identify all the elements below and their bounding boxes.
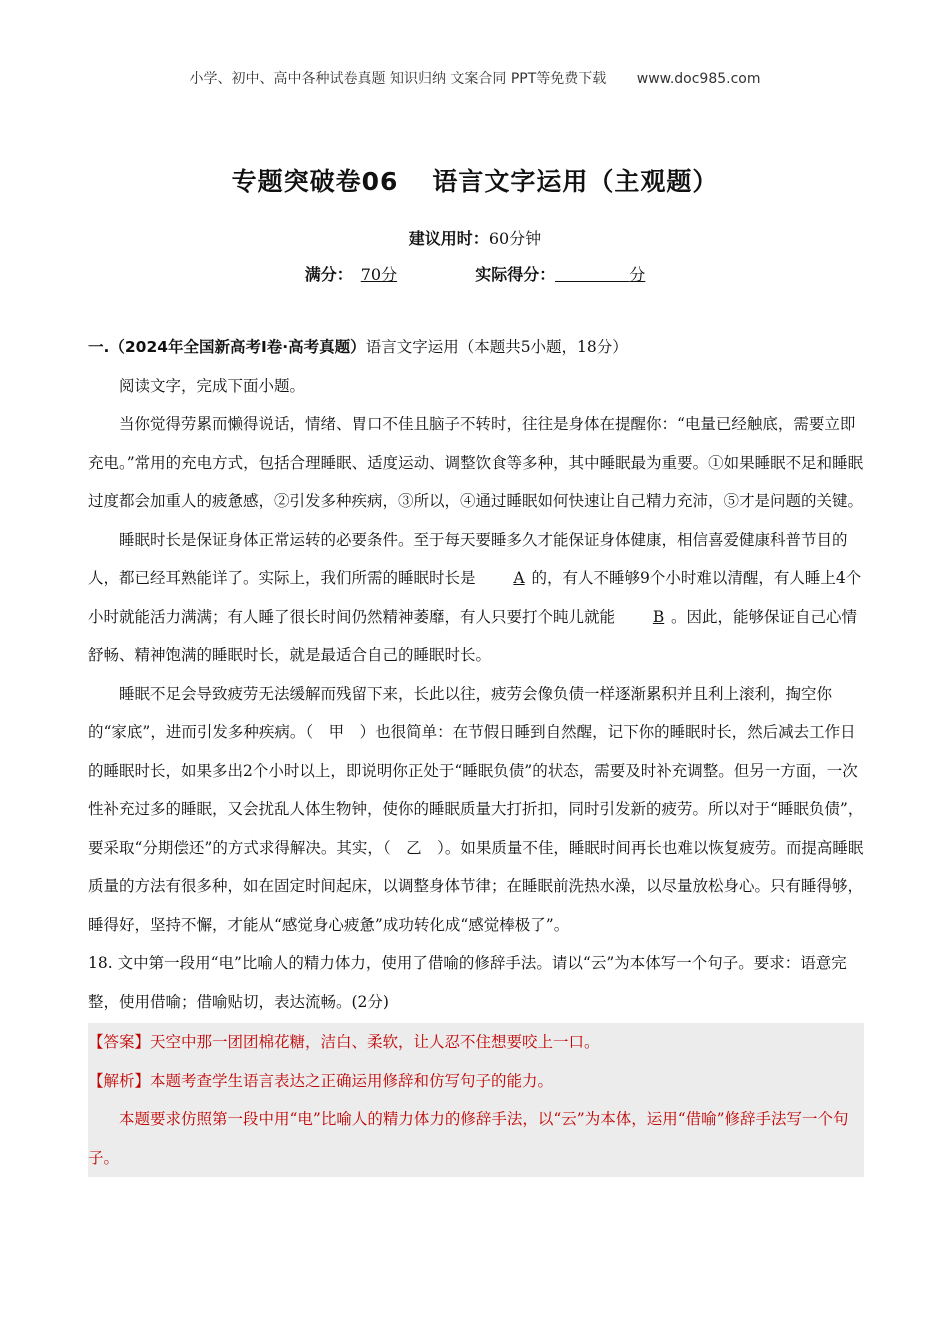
blank-b: B	[652, 607, 665, 626]
actual-score-blank	[555, 267, 629, 282]
suggested-time	[0, 226, 950, 249]
analysis-line-2: 本题要求仿照第一段中用“电”比喻人的精力体力的修辞手法，以“云”为本体，运用“借喻”修辞手法写一个句子。	[88, 1110, 849, 1167]
score-label: 满分：	[304, 265, 353, 284]
actual-score-unit: 分	[629, 265, 646, 284]
p2-text-c: 。因此，能够保证自己心情舒畅、精神饱满的睡眠时长，就是最适合自己的睡眠时长。	[88, 607, 858, 664]
section-number: 一.	[88, 338, 110, 356]
answer-text: 天空中那一团团棉花糖，洁白、柔软，让人忍不住想要咬上一口。	[150, 1033, 600, 1051]
time-label: 建议用时：	[408, 229, 489, 248]
header-url[interactable]: www.doc985.com	[636, 71, 761, 87]
passage-paragraph-3: 睡眠不足会导致疲劳无法缓解而残留下来，长此以往，疲劳会像负债一样逐渐累积并且利上滚利，掏空你的“家底”，进而引发多种疾病。（ 甲 ）也很简单：在节假日睡到自然醒，记下你的睡眠时长，然后减去工作日的睡眠时长，如果多出2个小时以上，即说明你正处于“睡眠负债”的状态，需要及时补充调整。但另一方面，一次性补充过多的睡眠，又会扰乱人体生物钟，使你的睡眠质量大打折扣，同时引发新的疲劳。所以对于“睡眠负债”，要采取“分期偿还”的方式求得解决。其实，（ 乙 ）。如果质量不佳，睡眠时间再长也难以恢复疲劳。而提高睡眠质量的方法有很多种，如在固定时间起床，以调整身体节律；在睡眠前洗热水澡，以尽量放松身心。只有睡得够，睡得好，坚持不懈，才能从“感觉身心疲惫”成功转化成“感觉棒极了”。	[88, 684, 864, 934]
page-title	[0, 162, 950, 198]
section-source: （2024年全国新高考Ⅰ卷·高考真题）	[109, 338, 366, 356]
answer-line	[88, 1023, 864, 1062]
time-value: 60分钟	[488, 229, 542, 248]
score-line	[0, 262, 950, 285]
p2-text-b: 的，有人不睡够9个小时难以清醒，有人睡上4个小时就能活力满满；有人睡了很长时间仍然精神萎靡，有人只要打个盹儿就能	[88, 569, 862, 626]
actual-score-label: 实际得分：	[475, 265, 556, 284]
question-18: 18. 文中第一段用“电”比喻人的精力体力，使用了借喻的修辞手法。请以“云”为本体写一个句子。要求：语意完整，使用借喻；借喻贴切，表达流畅。(2分)	[88, 954, 847, 1011]
analysis-line	[88, 1062, 864, 1101]
title-main: 专题突破卷06	[231, 167, 399, 196]
title-sub: 语言文字运用（主观题）	[432, 167, 719, 196]
section-desc: 语言文字运用（本题共5小题，18分）	[365, 338, 628, 356]
passage-paragraph-2	[88, 521, 864, 675]
header-text: 小学、初中、高中各种试卷真题 知识归纳 文案合同 PPT等免费下载	[189, 71, 607, 87]
answer-tag: 【答案】	[88, 1033, 151, 1051]
main-content	[88, 328, 864, 1177]
analysis-text: 本题考查学生语言表达之正确运用修辞和仿写句子的能力。	[150, 1071, 554, 1090]
section-heading	[88, 328, 864, 367]
analysis-tag: 【解析】	[88, 1071, 151, 1090]
blank-a: A	[513, 569, 525, 587]
passage-paragraph-1: 当你觉得劳累而懒得说话，情绪、胃口不佳且脑子不转时，往往是身体在提醒你：“电量已经触底，需要立即充电。”常用的充电方式，包括合理睡眠、适度运动、调整饮食等多种，其中睡眠最为重要。①如果睡眠不足和睡眠过度都会加重人的疲惫感，②引发多种疾病，③所以，④通过睡眠如何快速让自己精力充沛，⑤才是问题的关键。	[88, 415, 864, 510]
p2-text-a: 睡眠时长是保证身体正常运转的必要条件。至于每天要睡多久才能保证身体健康，相信喜爱健康科普节目的人，都已经耳熟能详了。实际上，我们所需的睡眠时长是	[88, 530, 848, 587]
score-value: 70分	[360, 265, 398, 284]
answer-box	[88, 1023, 864, 1177]
page-header	[0, 68, 950, 88]
instruction: 阅读文字，完成下面小题。	[119, 376, 306, 395]
